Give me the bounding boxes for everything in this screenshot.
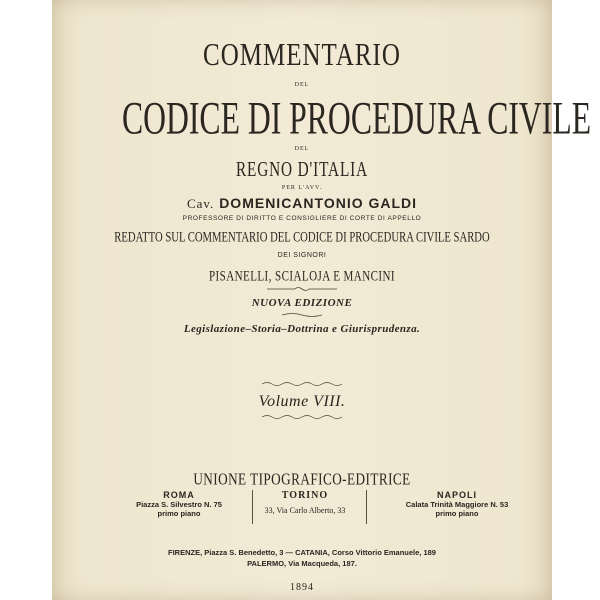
- book-subtitle: CODICE DI PROCEDURA CIVILE: [122, 92, 592, 145]
- city-napoli: NAPOLI: [436, 490, 477, 500]
- city-roma: ROMA: [163, 490, 195, 500]
- napoli-floor: primo piano: [435, 509, 479, 518]
- publisher-name: UNIONE TIPOGRAFICO-EDITRICE: [193, 471, 411, 489]
- roma-floor: primo piano: [157, 509, 201, 518]
- book-title: COMMENTARIO: [203, 38, 401, 73]
- branches-line-1: FIRENZE, Piazza S. Benedetto, 3 — CATANIA, Corso Vittorio Emanuele, 189: [168, 548, 436, 557]
- author-name: DOMENICANTONIO GALDI: [219, 195, 418, 211]
- per-avv-line: PER L'AVV.: [281, 185, 323, 191]
- coauthors-line: PISANELLI, SCIALOJA E MANCINI: [208, 267, 396, 284]
- roma-address: Piazza S. Silvestro N. 75: [136, 500, 222, 509]
- branches-line-2: PALERMO, Via Macqueda, 187.: [247, 559, 357, 568]
- connector-del-1: DEL: [294, 82, 310, 88]
- redatto-line: REDATTO SUL COMMENTARIO DEL CODICE DI PROCEDURA CIVILE SARDO: [114, 228, 490, 245]
- city-torino: TORINO: [281, 490, 329, 501]
- imprint-torino: [240, 490, 370, 515]
- ornament-rule-1: [267, 286, 337, 292]
- ornament-rule-3: [262, 381, 342, 387]
- publication-year: 1894: [290, 582, 314, 593]
- author-role: PROFESSORE DI DIRITTO E CONSIGLIERE DI CORTE DI APPELLO: [182, 215, 422, 222]
- ornament-rule-2: [282, 312, 322, 318]
- author-prefix: Cav.: [186, 196, 215, 211]
- author-line: [52, 195, 552, 212]
- regno-line: REGNO D'ITALIA: [236, 157, 368, 181]
- ornament-rule-4: [262, 414, 342, 420]
- topics-line: Legislazione–Storia–Dottrina e Giurisprudenza.: [183, 323, 421, 335]
- volume-label: Volume VIII.: [258, 393, 346, 410]
- connector-del-2: DEL: [294, 146, 310, 152]
- torino-address: 33, Via Carlo Alberto, 33: [264, 506, 346, 515]
- napoli-address: Calata Trinità Maggiore N. 53: [405, 500, 509, 509]
- title-page: [52, 0, 592, 600]
- imprint-napoli: [367, 490, 547, 518]
- dei-signori-line: DEI SIGNORI: [277, 252, 327, 259]
- edition-line: NUOVA EDIZIONE: [251, 297, 353, 309]
- imprint-roma: [94, 490, 264, 518]
